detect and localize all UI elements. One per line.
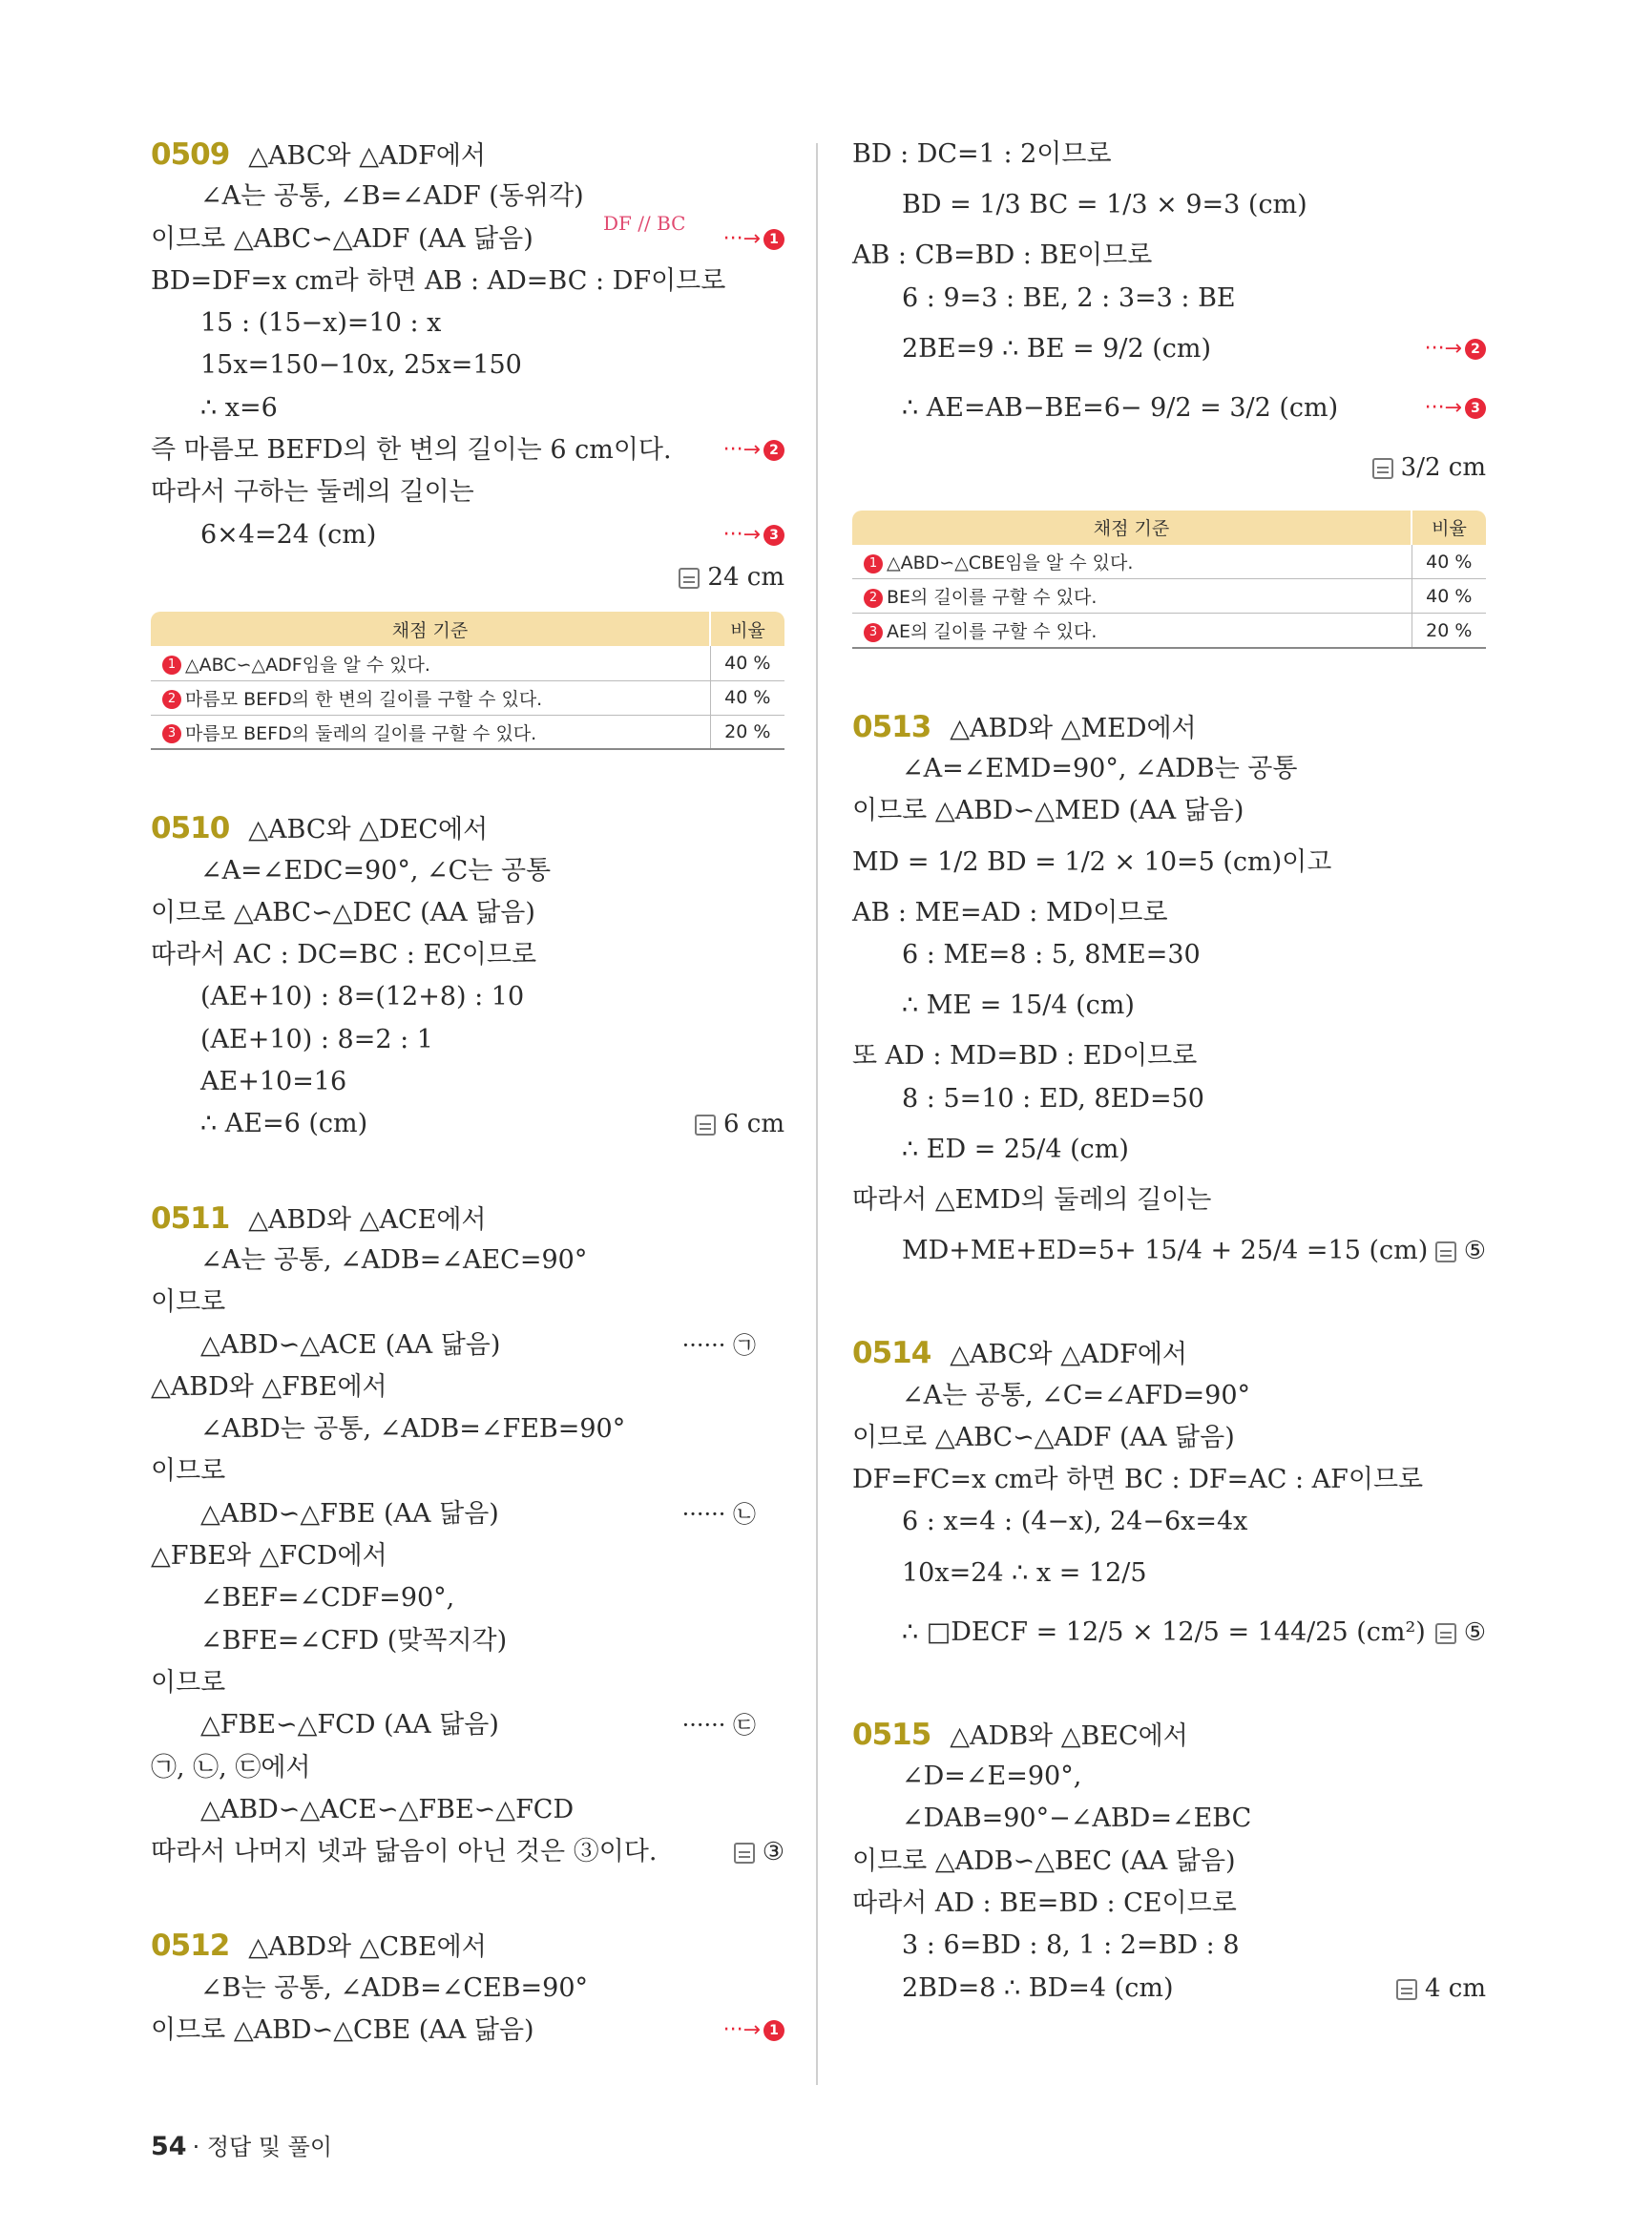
grading-row [852,545,1486,579]
solution-line [852,833,1486,892]
criterion-text: △ABD∽△CBE임을 알 수 있다. [887,553,1134,574]
line-text: ∠A=∠EDC=90°, ∠C는 공통 [200,855,552,886]
solution-line [852,134,1486,176]
solution-line [852,1078,1486,1120]
step-number-badge: 1 [763,2020,784,2041]
problem-gap [852,655,1486,706]
step-number-badge: 3 [763,525,784,546]
solution-line [852,278,1486,320]
problem-number: 0515 [852,1717,931,1752]
step-number-badge: 3 [864,623,883,642]
line-text: △ABD와 △MED에서 [950,713,1197,743]
line-text: BD = 1/3 BC = 1/3 × 9=3 (cm) [902,190,1307,220]
solution-line [852,1968,1486,2010]
line-text: △ADB와 △BEC에서 [950,1720,1188,1751]
line-text: ∠A는 공통, ∠ADB=∠AEC=90° [200,1244,588,1275]
line-text: 이므로 [151,1456,226,1487]
solution-line [151,1019,784,1061]
solution-line [852,1841,1486,1883]
line-text: BD=DF=x cm라 하면 AB : AD=BC : DF이므로 [151,265,726,296]
line-text: ∠B는 공통, ∠ADB=∠CEB=90° [200,1972,589,2003]
problem-heading [151,807,784,849]
problem-number: 0514 [852,1336,931,1371]
grading-criterion [852,579,1412,614]
page-number: 54 [151,2132,187,2161]
answer-icon [1435,1241,1456,1262]
criterion-text: AE의 길이를 구할 수 있다. [887,621,1098,643]
line-text: MD+ME+ED=5+ 15/4 + 25/4 =15 (cm) [902,1236,1429,1266]
step-number-badge: 2 [763,440,784,461]
line-text: ∠ABD는 공통, ∠ADB=∠FEB=90° [200,1414,626,1445]
solution-line [151,471,784,513]
line-text: ∠D=∠E=90°, [902,1762,1082,1792]
line-text: ∴ ED = 25/4 (cm) [902,1134,1129,1164]
solution-line [151,1620,784,1662]
line-text: ∴ x=6 [200,392,278,423]
grading-row [151,680,784,715]
solution-line [151,1103,784,1145]
solution-line [151,1662,784,1704]
problem-number: 0509 [151,137,230,172]
line-text: ∠BEF=∠CDF=90°, [200,1583,455,1614]
answer [1435,1221,1486,1281]
solution-line [151,1282,784,1324]
solution-line [151,1493,784,1535]
problem-gap [852,1281,1486,1332]
line-text: ∠A는 공통, ∠C=∠AFD=90° [902,1380,1251,1410]
line-text: 따라서 AD : BE=BD : CE이므로 [852,1887,1237,1918]
line-text: (AE+10) : 8=(12+8) : 10 [200,982,525,1012]
step-marker [723,219,784,261]
problem-heading [151,1925,784,1967]
step-marker [1425,320,1486,379]
problem-heading [151,1198,784,1240]
solution-line [151,934,784,976]
grading-header: 비율 [710,612,784,646]
step-marker [723,2010,784,2052]
solution-line [151,1061,784,1103]
answer-value: ⑤ [1463,1617,1486,1647]
line-text: 6×4=24 (cm) [200,519,377,550]
solution-line [852,1459,1486,1501]
solution-line [852,1120,1486,1179]
solution-line [151,1366,784,1408]
solution-line [151,1831,784,1873]
answer [734,1831,784,1873]
step-number-badge: 2 [1465,339,1486,360]
problem-gap [151,1873,784,1925]
line-text: 2BE=9 ∴ BE = 9/2 (cm) [902,333,1212,364]
solution-line [852,438,1486,497]
solution-line [151,976,784,1018]
problem-number: 0510 [151,811,230,846]
problem-heading [852,1332,1486,1374]
line-text: 8 : 5=10 : ED, 8ED=50 [902,1083,1204,1114]
solution-line [151,514,784,556]
line-text: △ABD와 △FBE에서 [151,1371,387,1402]
solution-line [151,387,784,429]
answer-icon [695,1115,716,1136]
line-text: 또 AD : MD=BD : ED이므로 [852,1041,1198,1072]
line-text: 이므로 △ABC∽△DEC (AA 닮음) [151,897,535,928]
line-text: 이므로 [151,1667,226,1698]
grading-header: 비율 [1412,511,1486,545]
solution-line [852,1501,1486,1543]
solution-line [151,1704,784,1746]
marker-arrow-icon: ···→ [722,226,761,251]
grading-row [151,646,784,680]
column-divider [816,143,818,2085]
line-text: 즉 마름모 BEFD의 한 변의 길이는 6 cm이다. [151,435,672,466]
solution-line [852,235,1486,277]
solution-line [151,556,784,598]
marker-arrow-icon: ···→ [1424,395,1462,420]
problem-number: 0513 [852,709,931,744]
answer-value: 24 cm [707,562,784,592]
solution-line [852,1221,1486,1281]
answer [1396,1968,1486,2010]
line-text: △ABC와 △ADF에서 [950,1340,1188,1370]
marker-arrow-icon: ···→ [1424,336,1462,361]
answer-value: ③ [762,1838,784,1867]
line-text: △ABD와 △ACE에서 [248,1204,487,1235]
answer-icon [1396,1979,1417,2000]
grading-criterion [151,680,710,715]
line-text: ∴ AE=6 (cm) [200,1109,368,1139]
line-text: △ABD∽△ACE∽△FBE∽△FCD [200,1794,575,1824]
condition-tag: ······ ㉢ [681,1712,756,1740]
line-text: 15 : (15−x)=10 : x [200,308,442,339]
solution-line [151,219,784,261]
grading-ratio: 40 % [1412,579,1486,614]
right-column [852,134,1486,2010]
grading-row [852,614,1486,648]
step-number-badge: 2 [162,690,181,709]
answer-icon [679,568,700,589]
problem-gap [852,1662,1486,1714]
grading-ratio: 20 % [710,715,784,749]
problem-number: 0512 [151,1929,230,1964]
grading-criterion [151,646,710,680]
left-column [151,134,784,2052]
grading-criterion [151,715,710,749]
solution-line [852,1798,1486,1840]
line-text: DF=FC=x cm라 하면 BC : DF=AC : AF이므로 [852,1465,1424,1495]
line-text: ∠A는 공통, ∠B=∠ADF (동위각) [200,181,584,212]
solution-line [151,1577,784,1619]
step-number-badge: 1 [864,554,883,573]
answer-value: 6 cm [722,1110,784,1139]
line-text: ㉠, ㉡, ㉢에서 [151,1752,311,1783]
answer-value: ⑤ [1463,1237,1486,1266]
problem-heading [151,134,784,176]
line-text: 10x=24 ∴ x = 12/5 [902,1557,1147,1588]
solution-line [151,2010,784,2052]
line-text: 2BD=8 ∴ BD=4 (cm) [902,1972,1174,2003]
condition-tag: ······ ㉡ [681,1500,756,1528]
line-text: 따라서 구하는 둘레의 길이는 [151,477,474,508]
line-text: MD = 1/2 BD = 1/2 × 10=5 (cm)이고 [852,846,1332,877]
footer-title: · 정답 및 풀이 [192,2134,333,2160]
annotation-note: DF // BC [603,212,686,236]
line-text: 따라서 나머지 넷과 닮음이 아닌 것은 ③이다. [151,1837,658,1867]
step-marker [1425,379,1486,438]
grading-row [852,579,1486,614]
solution-line [151,892,784,934]
problem-gap [151,756,784,807]
grading-criterion [852,545,1412,579]
grading-ratio: 40 % [710,646,784,680]
criterion-text: 마름모 BEFD의 한 변의 길이를 구할 수 있다. [185,688,543,710]
problem-heading [852,1714,1486,1756]
answer-icon [1435,1623,1456,1644]
answer-icon [1372,458,1393,479]
solution-line [151,1968,784,2010]
solution-line [852,1179,1486,1221]
solution-line [852,379,1486,438]
grading-header: 채점 기준 [852,511,1412,545]
solution-line [151,1747,784,1789]
line-text: 이므로 △ABD∽△CBE (AA 닮음) [151,2014,534,2045]
solution-line [151,850,784,892]
grading-row [151,715,784,749]
solution-line [852,976,1486,1035]
solution-line [852,934,1486,976]
solution-line [852,1883,1486,1925]
marker-arrow-icon: ···→ [722,2017,761,2042]
line-text: AB : CB=BD : BE이므로 [852,240,1153,271]
solution-line [151,1240,784,1282]
step-marker [723,429,784,471]
solution-line [852,748,1486,790]
answer [1435,1603,1486,1662]
step-marker [723,514,784,556]
step-number-badge: 2 [864,589,883,608]
answer-value: 3/2 cm [1400,452,1486,482]
page-footer [151,2128,332,2161]
grading-criterion [852,614,1412,648]
solution-line [852,1375,1486,1417]
grading-ratio: 20 % [1412,614,1486,648]
line-text: 이므로 [151,1287,226,1318]
line-text: 따라서 △EMD의 둘레의 길이는 [852,1184,1212,1215]
solution-line [852,1925,1486,1967]
step-number-badge: 3 [162,724,181,743]
solution-line [151,176,784,236]
answer [695,1103,784,1145]
line-text: (AE+10) : 8=2 : 1 [200,1024,433,1054]
line-text: 이므로 △ABD∽△MED (AA 닮음) [852,796,1244,826]
criterion-text: BE의 길이를 구할 수 있다. [887,587,1098,609]
line-text: △ABD∽△FBE (AA 닮음) [200,1498,499,1529]
line-text: 3 : 6=BD : 8, 1 : 2=BD : 8 [902,1930,1240,1961]
solution-line [151,302,784,344]
solution-line [852,1544,1486,1603]
solution-line [852,892,1486,934]
grading-table [852,511,1486,649]
solution-line [852,1603,1486,1662]
step-number-badge: 1 [763,229,784,250]
line-text: 이므로 △ABC∽△ADF (AA 닮음) [852,1422,1235,1452]
criterion-text: 마름모 BEFD의 둘레의 길이를 구할 수 있다. [185,722,537,744]
solution-line [151,1535,784,1577]
line-text: 6 : x=4 : (4−x), 24−6x=4x [902,1507,1248,1537]
solution-line [852,790,1486,832]
answer [1372,438,1486,497]
solution-line [852,1035,1486,1077]
solution-line [151,1408,784,1450]
line-text: AB : ME=AD : MD이므로 [852,897,1168,928]
line-text: △FBE와 △FCD에서 [151,1541,387,1572]
solution-line [852,176,1486,235]
grading-ratio: 40 % [710,680,784,715]
step-number-badge: 1 [162,656,181,675]
grading-table [151,612,784,750]
problem-heading [852,706,1486,748]
line-text: △FBE∽△FCD (AA 닮음) [200,1710,499,1741]
line-text: 따라서 AC : DC=BC : EC이므로 [151,940,537,970]
marker-arrow-icon: ···→ [722,522,761,547]
line-text: ∠A=∠EMD=90°, ∠ADB는 공통 [902,754,1298,784]
solution-line [151,429,784,471]
problem-number: 0511 [151,1200,230,1236]
line-text: 6 : ME=8 : 5, 8ME=30 [902,940,1201,970]
line-text: BD : DC=1 : 2이므로 [852,139,1112,169]
solution-line [852,1417,1486,1459]
problem-gap [151,1146,784,1198]
marker-arrow-icon: ···→ [722,438,761,463]
solution-line [151,1450,784,1492]
solution-line [151,1324,784,1366]
solution-line [151,1789,784,1831]
line-text: ∠BFE=∠CFD (맞꼭지각) [200,1625,508,1656]
line-text: 6 : 9=3 : BE, 2 : 3=3 : BE [902,282,1236,313]
grading-header: 채점 기준 [151,612,710,646]
line-text: 이므로 △ADB∽△BEC (AA 닮음) [852,1845,1236,1876]
grading-ratio: 40 % [1412,545,1486,579]
answer [679,556,784,598]
line-text: 15x=150−10x, 25x=150 [200,350,522,381]
criterion-text: △ABC∽△ADF임을 알 수 있다. [185,654,430,676]
line-text: △ABC와 △DEC에서 [248,815,489,845]
line-text: △ABD∽△ACE (AA 닮음) [200,1329,501,1360]
line-text: △ABD와 △CBE에서 [248,1932,487,1963]
answer-value: 4 cm [1424,1973,1486,2003]
step-number-badge: 3 [1465,398,1486,419]
solution-line [852,1756,1486,1798]
answer-icon [734,1843,755,1864]
line-text: 이므로 △ABC∽△ADF (AA 닮음) [151,223,533,254]
line-text: △ABC와 △ADF에서 [248,141,487,171]
solution-line [151,344,784,386]
solution-line [151,261,784,302]
line-text: ∴ □DECF = 12/5 × 12/5 = 144/25 (cm²) [902,1616,1426,1647]
line-text: ∴ ME = 15/4 (cm) [902,990,1135,1021]
condition-tag: ······ ㉠ [681,1331,756,1359]
line-text: ∠DAB=90°−∠ABD=∠EBC [902,1804,1252,1834]
line-text: AE+10=16 [200,1067,347,1097]
solution-line [852,320,1486,379]
line-text: ∴ AE=AB−BE=6− 9/2 = 3/2 (cm) [902,392,1339,423]
